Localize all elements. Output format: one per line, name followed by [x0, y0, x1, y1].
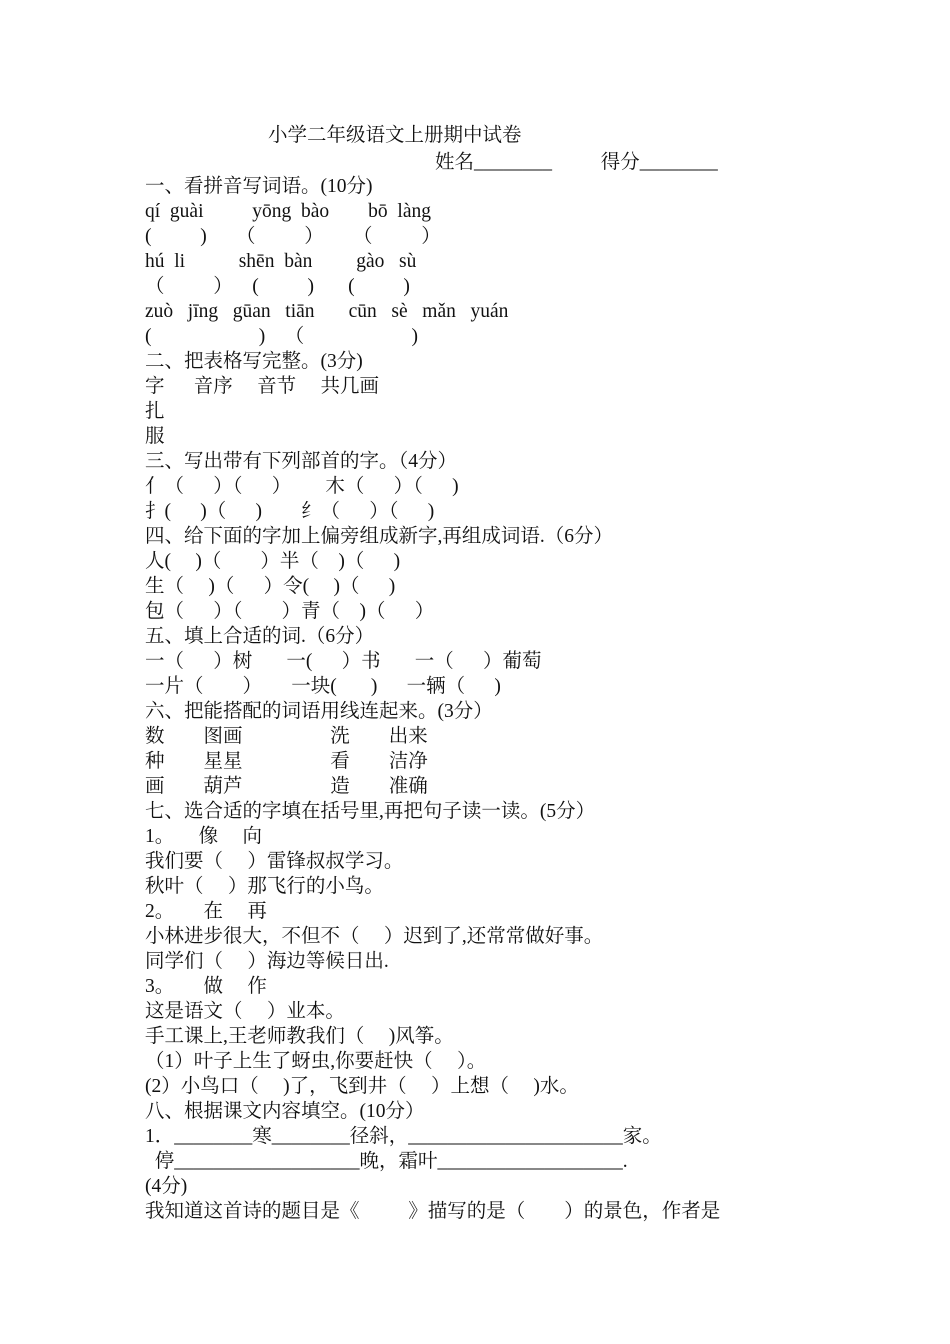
question-line: 3。 做 作: [145, 976, 267, 997]
measure-word-line: 一片（ ） 一块( ) 一辆（ ): [145, 676, 501, 697]
poem-fill-line: 1．________寒________径斜，______________________家。: [145, 1126, 662, 1147]
page-title: 小学二年级语文上册期中试卷: [268, 125, 522, 146]
radical-line: 扌( )（ ) 纟（ ）（ ): [145, 501, 435, 522]
question-line: 1。 像 向: [145, 826, 263, 847]
section-6-heading: 六、把能搭配的词语用线连起来。(3分）: [145, 701, 493, 722]
sentence-line: 小林进步很大，不但不（ ）迟到了,还常常做好事。: [145, 926, 604, 947]
pinyin-line: hú li shēn bàn gào sù: [145, 251, 417, 272]
sentence-line: 我知道这首诗的题目是《 》描写的是（ ）的景色，作者是: [145, 1201, 721, 1222]
answer-blank-line: ( ) （ ） （ ）: [145, 226, 441, 247]
section-4-heading: 四、给下面的字加上偏旁组成新字,再组成词语.（6分）: [145, 526, 614, 547]
sentence-line: 手工课上,王老师教我们（ )风筝。: [145, 1026, 454, 1047]
section-8-heading: 八、根据课文内容填空。(10分）: [145, 1101, 425, 1122]
sentence-line: （1）叶子上生了蚜虫,你要赶快（ ）。: [145, 1051, 487, 1072]
table-row-line: 服: [145, 426, 165, 447]
matching-line: 画 葫芦 造 准确: [145, 776, 428, 797]
answer-blank-line: （ ） ( ) ( ): [145, 276, 410, 297]
new-character-line: 生（ )（ ）令( )（ ): [145, 576, 396, 597]
section-5-heading: 五、填上合适的词.（6分）: [145, 626, 375, 647]
points-line: (4分): [145, 1176, 188, 1197]
name-score-line: 姓名________ 得分________: [435, 152, 718, 173]
pinyin-line: zuò jīng gūan tiān cūn sè mǎn yuán: [145, 301, 509, 322]
new-character-line: 包（ ）（ ）青（ )（ ）: [145, 601, 435, 622]
radical-line: 亻（ ）（ ） 木（ ）（ ): [145, 476, 459, 497]
sentence-line: 同学们（ ）海边等候日出.: [145, 951, 389, 972]
answer-blank-line: ( ) （ ): [145, 326, 418, 347]
table-row-line: 扎: [145, 401, 165, 422]
sentence-line: 我们要（ ）雷锋叔叔学习。: [145, 851, 404, 872]
measure-word-line: 一（ ）树 一( ）书 一（ ）葡萄: [145, 651, 542, 672]
sentence-line: 这是语文（ ）业本。: [145, 1001, 345, 1022]
sentence-line: (2）小鸟口（ )了，飞到井（ ）上想（ )水。: [145, 1076, 579, 1097]
poem-fill-line: 停___________________晚，霜叶___________________.: [145, 1151, 628, 1172]
matching-line: 种 星星 看 洁净: [145, 751, 428, 772]
sentence-line: 秋叶（ ）那飞行的小鸟。: [145, 876, 384, 897]
section-2-heading: 二、把表格写完整。(3分): [145, 351, 363, 372]
matching-line: 数 图画 洗 出来: [145, 726, 428, 747]
pinyin-line: qí guài yōng bào bō làng: [145, 201, 431, 222]
section-1-heading: 一、看拼音写词语。(10分): [145, 176, 373, 197]
section-3-heading: 三、写出带有下列部首的字。（4分）: [145, 451, 458, 472]
table-header-line: 字 音序 音节 共几画: [145, 376, 380, 397]
new-character-line: 人( )（ ）半（ )（ ): [145, 551, 401, 572]
question-line: 2。 在 再: [145, 901, 267, 922]
section-7-heading: 七、选合适的字填在括号里,再把句子读一读。(5分）: [145, 801, 596, 822]
